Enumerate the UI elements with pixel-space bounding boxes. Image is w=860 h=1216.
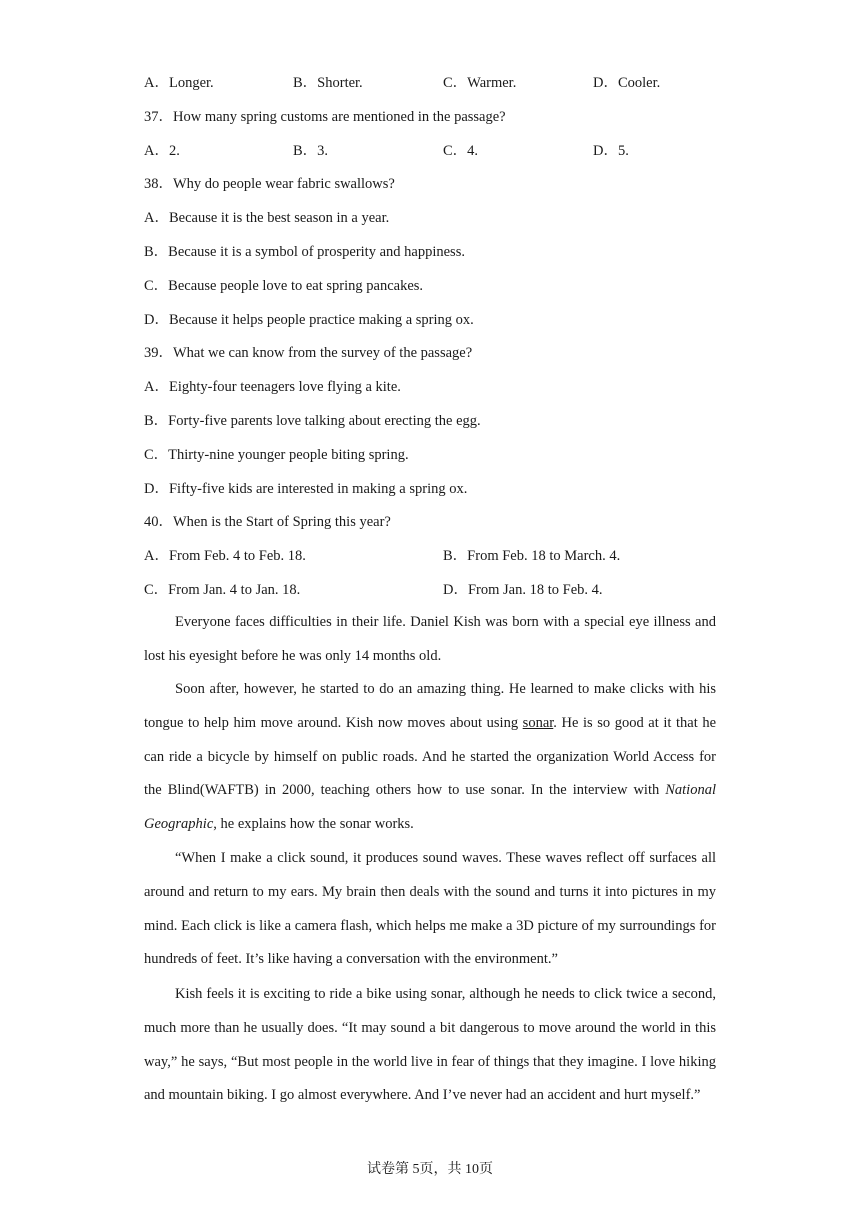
q39-option-a: A．Eighty-four teenagers love flying a kite. [144, 379, 401, 395]
page-footer: 试卷第 5页，共 10页 [367, 1162, 493, 1177]
underlined-word-sonar: sonar [522, 714, 554, 731]
passage-text: Soon after, however, he started to do an amazing thing. He learned to make clicks with his tongue to help him move around. Kish now moves about using [144, 681, 716, 731]
passage-paragraph-4: Kish feels it is exciting to ride a bike using sonar, although he needs to click twice a second, much more than he usually does. “It may sound a bit dangerous to move around the world in this way,” he says, “But most people in the world live in fear of things that they imagine. I love hiking and mountain biking. I go almost everywhere. And I’ve never had an accident and hurt myself.” [144, 986, 716, 1104]
q36-option-a: A．Longer. [144, 75, 214, 91]
magazine-title: National Geographic [144, 782, 716, 833]
q39-option-b: B．Forty-five parents love talking about erecting the egg. [144, 413, 481, 429]
q40-option-d: D．From Jan. 18 to Feb. 4. [443, 582, 603, 598]
q38-option-c: C．Because people love to eat spring pancakes. [144, 278, 424, 294]
passage-text: , he explains how the sonar works. [213, 816, 414, 833]
q39-option-c: C．Thirty-nine younger people biting spring. [144, 447, 409, 463]
q38-stem: 38．Why do people wear fabric swallows? [144, 176, 395, 192]
q40-stem: 40．When is the Start of Spring this year? [144, 514, 391, 530]
q39-stem: 39．What we can know from the survey of the passage? [144, 345, 473, 361]
q36-option-c: C．Warmer. [443, 75, 517, 91]
passage-paragraph-2 [144, 673, 716, 842]
q37-option-a: A．2. [144, 143, 180, 159]
q40-option-b: B．From Feb. 18 to March. 4. [443, 548, 621, 564]
passage-paragraph-3: “When I make a click sound, it produces sound waves. These waves reflect off surfaces all around and return to my ears. My brain then deals with the sound and turns it into pictures in my mind. Each click is like a camera flash, which helps me make a 3D picture of my surroundings for hundreds of feet. It’s like having a conversation with the environment.” [144, 850, 716, 968]
q38-option-d: D．Because it helps people practice making a spring ox. [144, 312, 474, 328]
q36-option-d: D．Cooler. [593, 75, 661, 91]
q36-option-b: B．Shorter. [293, 75, 363, 91]
q40-option-c: C．From Jan. 4 to Jan. 18. [144, 582, 301, 598]
q39-option-d: D．Fifty-five kids are interested in making a spring ox. [144, 481, 468, 497]
q37-option-c: C．4. [443, 143, 479, 159]
q37-stem: 37．How many spring customs are mentioned in the passage? [144, 109, 506, 125]
q40-option-a: A．From Feb. 4 to Feb. 18. [144, 548, 306, 564]
passage-paragraph-1: Everyone faces difficulties in their life. Daniel Kish was born with a special eye illness and lost his eyesight before he was only 14 months old. [144, 614, 716, 664]
q37-option-d: D．5. [593, 143, 629, 159]
q38-option-a: A．Because it is the best season in a year. [144, 210, 390, 226]
q38-option-b: B．Because it is a symbol of prosperity and happiness. [144, 244, 465, 260]
passage-text: . He is so good at it that he can ride a bicycle by himself on public roads. And he started the organization World Access for the Blind(WAFTB) in 2000, teaching others how to use sonar. In the interview with [144, 714, 717, 799]
q37-option-b: B．3. [293, 143, 329, 159]
